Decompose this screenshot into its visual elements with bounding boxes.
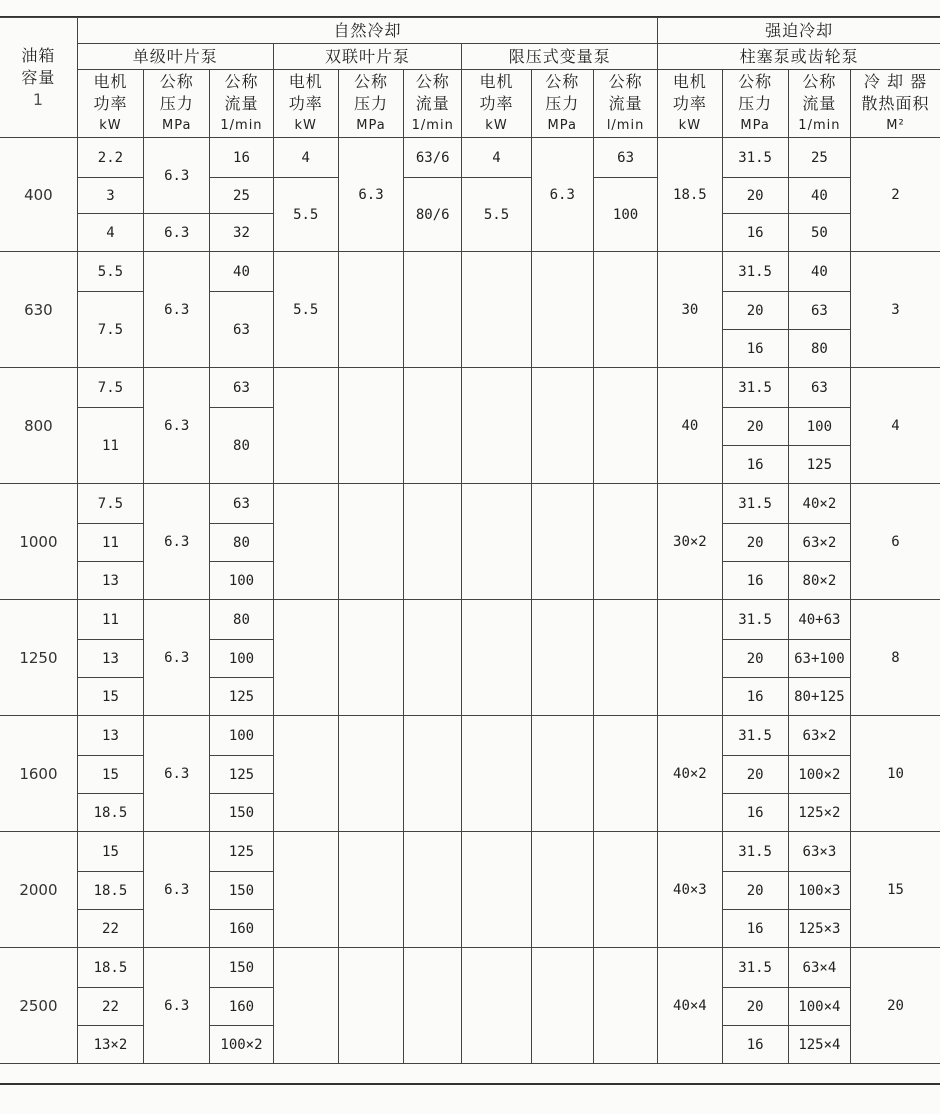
table-bottom-rule [0,1083,940,1085]
forced-pressure: 31.5 [722,252,788,292]
cooler-area: 8 [851,600,940,716]
forced-flow: 63 [788,292,850,330]
forced-flow: 80×2 [788,562,850,600]
single-pressure: 6.3 [144,600,210,716]
empty-cell [531,832,593,948]
single-flow: 80 [210,524,273,562]
header-motor-power: 电机 功率 kW [77,70,143,138]
empty-cell [338,252,403,368]
forced-pressure: 16 [722,910,788,948]
empty-cell [531,252,593,368]
forced-power: 40×3 [658,832,722,948]
header-nominal-flow: 公称 流量 1/min [788,70,850,138]
empty-cell [273,368,338,484]
empty-cell [531,600,593,716]
forced-power: 18.5 [658,138,722,252]
cooler-area: 3 [851,252,940,368]
empty-cell [404,948,462,1064]
forced-pressure: 31.5 [722,832,788,872]
header-forced-cooling: 强迫冷却 [658,18,940,44]
empty-cell [273,716,338,832]
double-power: 4 [273,138,338,178]
variable-flow: 100 [593,178,657,252]
single-flow: 25 [210,178,273,214]
forced-power: 30 [658,252,722,368]
header-motor-power: 电机 功率 kW [658,70,722,138]
forced-pressure: 16 [722,446,788,484]
header-cooler-area: 冷 却 器 散热面积 M² [851,70,940,138]
variable-power: 4 [462,138,531,178]
header-nominal-pressure: 公称 压力 MPa [722,70,788,138]
forced-flow: 80+125 [788,678,850,716]
double-flow: 80/6 [404,178,462,252]
forced-flow: 125×4 [788,1026,850,1064]
single-pressure: 6.3 [144,484,210,600]
empty-cell [531,368,593,484]
single-flow: 32 [210,214,273,252]
forced-pressure: 31.5 [722,138,788,178]
cooler-area: 15 [851,832,940,948]
single-flow: 100 [210,640,273,678]
forced-flow: 63×4 [788,948,850,988]
empty-cell [593,832,657,948]
forced-pressure: 20 [722,872,788,910]
forced-pressure: 20 [722,756,788,794]
volume-cell: 400 [0,138,77,252]
forced-flow: 40 [788,252,850,292]
volume-cell: 630 [0,252,77,368]
single-power: 7.5 [77,292,143,368]
single-power: 18.5 [77,794,143,832]
empty-cell [338,948,403,1064]
single-power: 4 [77,214,143,252]
single-power: 11 [77,524,143,562]
header-tank-capacity: 油箱 容量 1 [0,18,77,138]
single-power: 22 [77,988,143,1026]
double-pressure: 6.3 [338,138,403,252]
single-pressure: 6.3 [144,832,210,948]
forced-flow: 63 [788,368,850,408]
single-power: 13 [77,562,143,600]
forced-flow: 125×3 [788,910,850,948]
empty-cell [531,484,593,600]
header-nominal-pressure: 公称 压力 MPa [144,70,210,138]
empty-cell [404,252,462,368]
forced-flow: 40×2 [788,484,850,524]
empty-cell [404,484,462,600]
single-pressure: 6.3 [144,214,210,252]
single-power: 2.2 [77,138,143,178]
single-flow: 160 [210,988,273,1026]
volume-cell: 2000 [0,832,77,948]
single-flow: 160 [210,910,273,948]
single-flow: 80 [210,600,273,640]
single-power: 3 [77,178,143,214]
header-motor-power: 电机 功率 kW [462,70,531,138]
forced-flow: 100 [788,408,850,446]
single-pressure: 6.3 [144,252,210,368]
double-power: 5.5 [273,178,338,252]
forced-pressure: 16 [722,794,788,832]
forced-flow: 63+100 [788,640,850,678]
forced-pressure: 20 [722,408,788,446]
single-flow: 100 [210,562,273,600]
single-flow: 125 [210,678,273,716]
empty-cell [531,948,593,1064]
cooler-area: 20 [851,948,940,1064]
forced-pressure: 31.5 [722,600,788,640]
empty-cell [273,484,338,600]
single-flow: 80 [210,408,273,484]
empty-cell [273,948,338,1064]
forced-pressure: 20 [722,640,788,678]
empty-cell [593,484,657,600]
single-power: 11 [77,600,143,640]
single-power: 13 [77,640,143,678]
empty-cell [273,832,338,948]
volume-cell: 1250 [0,600,77,716]
single-flow: 150 [210,948,273,988]
variable-flow: 63 [593,138,657,178]
volume-cell: 800 [0,368,77,484]
single-flow: 16 [210,138,273,178]
forced-pressure: 31.5 [722,948,788,988]
empty-cell [531,716,593,832]
single-power: 15 [77,832,143,872]
forced-flow: 25 [788,138,850,178]
forced-pressure: 31.5 [722,368,788,408]
forced-power: 30×2 [658,484,722,600]
single-power: 18.5 [77,948,143,988]
forced-flow: 100×3 [788,872,850,910]
single-pressure: 6.3 [144,368,210,484]
double-flow: 63/6 [404,138,462,178]
single-flow: 150 [210,794,273,832]
cooler-area: 6 [851,484,940,600]
single-power: 13×2 [77,1026,143,1064]
volume-cell: 1600 [0,716,77,832]
empty-cell [593,600,657,716]
cooler-area: 2 [851,138,940,252]
forced-pressure: 20 [722,524,788,562]
forced-pressure: 31.5 [722,484,788,524]
empty-cell [462,600,531,716]
double-power: 5.5 [273,252,338,368]
single-power: 22 [77,910,143,948]
empty-cell [462,832,531,948]
empty-cell [593,252,657,368]
single-pressure: 6.3 [144,716,210,832]
header-nominal-pressure: 公称 压力 MPa [531,70,593,138]
forced-flow: 63×3 [788,832,850,872]
header-double-vane-pump: 双联叶片泵 [273,44,462,70]
header-single-vane-pump: 单级叶片泵 [77,44,273,70]
empty-cell [593,716,657,832]
forced-pressure: 16 [722,214,788,252]
forced-power [658,600,722,716]
header-variable-pump: 限压式变量泵 [462,44,658,70]
single-power: 15 [77,756,143,794]
empty-cell [404,600,462,716]
single-power: 15 [77,678,143,716]
forced-flow: 40 [788,178,850,214]
cooler-area: 4 [851,368,940,484]
header-piston-gear-pump: 柱塞泵或齿轮泵 [658,44,940,70]
forced-flow: 40+63 [788,600,850,640]
empty-cell [338,716,403,832]
cooler-area: 10 [851,716,940,832]
single-power: 18.5 [77,872,143,910]
empty-cell [404,716,462,832]
forced-power: 40×2 [658,716,722,832]
hydraulic-tank-selection-table [0,17,940,1064]
header-nominal-pressure: 公称 压力 MPa [338,70,403,138]
forced-pressure: 16 [722,562,788,600]
single-flow: 40 [210,252,273,292]
volume-cell: 2500 [0,948,77,1064]
empty-cell [338,832,403,948]
forced-power: 40×4 [658,948,722,1064]
empty-cell [462,368,531,484]
variable-power: 5.5 [462,178,531,252]
single-flow: 63 [210,484,273,524]
header-natural-cooling: 自然冷却 [77,18,657,44]
single-power: 13 [77,716,143,756]
header-nominal-flow: 公称 流量 1/min [210,70,273,138]
forced-flow: 63×2 [788,716,850,756]
single-power: 7.5 [77,368,143,408]
forced-flow: 50 [788,214,850,252]
single-flow: 63 [210,368,273,408]
variable-pressure: 6.3 [531,138,593,252]
forced-pressure: 16 [722,330,788,368]
single-flow: 125 [210,832,273,872]
forced-flow: 100×2 [788,756,850,794]
forced-pressure: 16 [722,1026,788,1064]
empty-cell [404,368,462,484]
empty-cell [338,600,403,716]
header-nominal-flow: 公称 流量 l/min [593,70,657,138]
single-flow: 125 [210,756,273,794]
forced-flow: 63×2 [788,524,850,562]
single-flow: 63 [210,292,273,368]
empty-cell [462,252,531,368]
empty-cell [338,368,403,484]
forced-flow: 125 [788,446,850,484]
empty-cell [593,368,657,484]
empty-cell [462,484,531,600]
empty-cell [593,948,657,1064]
single-power: 11 [77,408,143,484]
forced-pressure: 20 [722,988,788,1026]
volume-cell: 1000 [0,484,77,600]
single-flow: 100×2 [210,1026,273,1064]
single-power: 5.5 [77,252,143,292]
forced-flow: 80 [788,330,850,368]
forced-flow: 125×2 [788,794,850,832]
header-nominal-flow: 公称 流量 1/min [404,70,462,138]
empty-cell [273,600,338,716]
forced-flow: 100×4 [788,988,850,1026]
forced-power: 40 [658,368,722,484]
empty-cell [338,484,403,600]
single-flow: 100 [210,716,273,756]
single-pressure: 6.3 [144,138,210,214]
header-motor-power: 电机 功率 kW [273,70,338,138]
empty-cell [404,832,462,948]
forced-pressure: 31.5 [722,716,788,756]
single-pressure: 6.3 [144,948,210,1064]
forced-pressure: 20 [722,292,788,330]
empty-cell [462,716,531,832]
forced-pressure: 20 [722,178,788,214]
forced-pressure: 16 [722,678,788,716]
single-flow: 150 [210,872,273,910]
single-power: 7.5 [77,484,143,524]
empty-cell [462,948,531,1064]
